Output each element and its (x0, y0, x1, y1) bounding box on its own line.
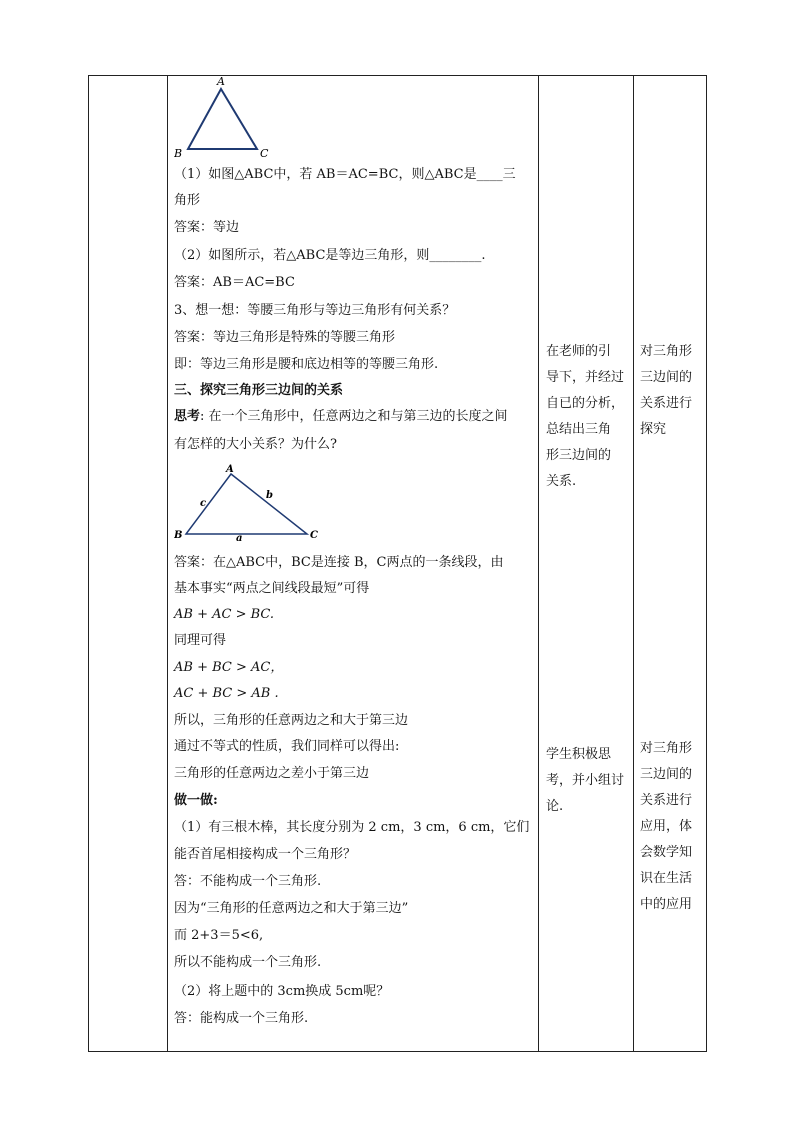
intent-text-line: 对三角形 (640, 741, 693, 756)
student-text-line: 论. (546, 799, 564, 814)
think-line-1 (174, 408, 508, 426)
exercise-1-reason: 因为“三角形的任意两边之和大于第三边” (174, 901, 409, 916)
side-label-a: a (236, 533, 243, 542)
vertex-label-c: C (260, 147, 269, 160)
question-3: 3、想一想：等腰三角形与等边三角形有何关系？ (174, 303, 456, 318)
intent-text-line: 关系进行 (640, 793, 693, 808)
column-divider-1 (167, 75, 168, 1052)
intent-text-line: 关系进行 (640, 396, 693, 411)
table-left-border (88, 75, 89, 1052)
student-text-line: 学生积极思 (546, 747, 612, 762)
student-activity-block-1 (546, 339, 624, 495)
answer-line-2: 基本事实“两点之间线段最短”可得 (174, 581, 370, 596)
student-text-line: 形三边间的 (546, 448, 612, 463)
intent-text-line: 三边间的 (640, 767, 693, 782)
answer-line-1: 答案：在△ABC中，BC是连接 B，C两点的一条线段，由 (174, 555, 504, 570)
exercise-1-calculation: 而 2+3＝5<6, (174, 928, 264, 943)
exercise-1-conclusion: 所以不能构成一个三角形. (174, 955, 322, 970)
intent-text-line: 识在生活 (640, 871, 693, 886)
exercise-2-answer: 答：能构成一个三角形. (174, 1011, 309, 1026)
intent-text-line: 中的应用 (640, 897, 693, 912)
triangle-abc-figure (174, 462, 324, 542)
side-label-b: b (266, 490, 273, 501)
exercise-1-answer: 答：不能构成一个三角形. (174, 874, 322, 889)
think-label: 思考 (174, 409, 201, 424)
inequality-1: AB + AC > BC. (174, 607, 275, 622)
question-2: （2）如图所示，若△ABC是等边三角形，则________. (174, 248, 486, 263)
vertex-label-b: B (174, 147, 183, 160)
vertex-label-a: A (226, 464, 234, 475)
design-intent-block-2 (640, 736, 692, 918)
exercise-1-line-1: （1）有三根木棒，其长度分别为 2 cm，3 cm，6 cm，它们 (174, 820, 530, 835)
conclusion-difference: 三角形的任意两边之差小于第三边 (174, 766, 370, 781)
answer-3: 答案：等边三角形是特殊的等腰三角形 (174, 330, 396, 345)
intent-text-line: 探究 (640, 422, 667, 437)
section-3-title: 三、探究三角形三边间的关系 (174, 383, 344, 398)
vertex-label-c: C (310, 530, 318, 541)
column-divider-3 (633, 75, 634, 1052)
answer-1: 答案：等边 (174, 220, 240, 235)
equilateral-triangle-figure (174, 75, 284, 165)
similarly-text: 同理可得 (174, 633, 227, 648)
intent-text-line: 会数学知 (640, 845, 693, 860)
exercise-2-question: （2）将上题中的 3cm换成 5cm呢？ (174, 984, 390, 999)
design-intent-block-1 (640, 339, 692, 443)
intent-text-line: 应用，体 (640, 819, 693, 834)
vertex-label-a: A (217, 75, 225, 88)
inequality-2: AB + BC > AC， (174, 660, 284, 675)
column-divider-2 (538, 75, 539, 1052)
vertex-label-b: B (174, 530, 183, 541)
intent-text-line: 三边间的 (640, 370, 693, 385)
table-right-border (706, 75, 707, 1052)
conclusion-sum: 所以，三角形的任意两边之和大于第三边 (174, 713, 409, 728)
student-text-line: 关系. (546, 474, 577, 489)
intent-text-line: 对三角形 (640, 344, 693, 359)
question-1-line-2: 角形 (174, 193, 201, 208)
think-text: : 在一个三角形中，任意两边之和与第三边的长度之间 (200, 409, 508, 424)
inequality-3: AC + BC > AB . (174, 686, 279, 701)
exercise-1-line-2: 能否首尾相接构成一个三角形？ (174, 847, 357, 862)
answer-2: 答案：AB＝AC=BC (174, 275, 295, 290)
student-activity-block-2 (546, 742, 624, 820)
student-text-line: 总结出三角 (546, 422, 612, 437)
student-text-line: 自已的分析， (546, 396, 625, 411)
table-bottom-border (88, 1051, 706, 1052)
think-line-2: 有怎样的大小关系？为什么? (174, 437, 337, 452)
do-it-heading: 做一做: (174, 793, 218, 808)
inequality-property-text: 通过不等式的性质，我们同样可以得出: (174, 739, 400, 754)
equilateral-triangle (188, 89, 257, 149)
student-text-line: 导下，并经过 (546, 370, 625, 385)
answer-3-explanation: 即：等边三角形是腰和底边相等的等腰三角形. (174, 357, 439, 372)
student-text-line: 在老师的引 (546, 344, 612, 359)
question-1-line-1: （1）如图△ABC中，若 AB＝AC=BC，则△ABC是____三 (174, 167, 516, 182)
student-text-line: 考，并小组讨 (546, 773, 625, 788)
side-label-c: c (200, 498, 207, 509)
